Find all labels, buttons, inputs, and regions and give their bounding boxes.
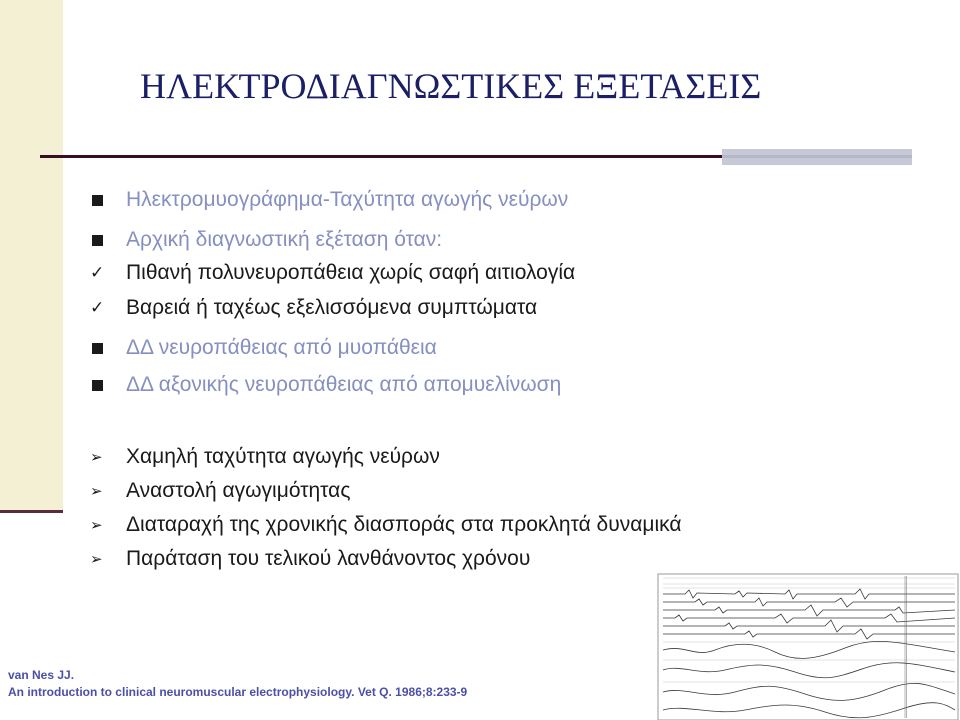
reference-citation xyxy=(8,667,568,701)
square-bullet-icon xyxy=(92,343,103,354)
title-underline-accent xyxy=(722,149,912,165)
bullet-item xyxy=(90,185,790,215)
reference-source: An introduction to clinical neuromuscular electrophysiology. Vet Q. 1986;8:233-9 xyxy=(8,685,468,699)
arrow-bullet-icon: ➢ xyxy=(90,517,103,534)
bullet-text: Βαρειά ή ταχέως εξελισσόμενα συμπτώματα xyxy=(126,296,538,319)
bullet-item xyxy=(90,544,790,574)
reference-author: van Nes JJ. xyxy=(8,668,75,682)
checkmark-bullet-icon: ✓ xyxy=(90,298,105,317)
arrow-bullet-icon: ➢ xyxy=(90,483,103,500)
bullet-text: Παράταση του τελικού λανθάνοντος χρόνου xyxy=(126,547,531,570)
bullet-item xyxy=(90,370,790,400)
square-bullet-icon xyxy=(92,380,103,391)
bullet-item xyxy=(90,293,790,323)
bullet-item xyxy=(90,442,790,472)
square-bullet-icon xyxy=(92,195,103,206)
bullet-item xyxy=(90,225,790,255)
left-decorative-bar xyxy=(0,0,63,513)
bullet-text: Πιθανή πολυνευροπάθεια χωρίς σαφή αιτιολογία xyxy=(126,261,576,284)
bullet-text: Αναστολή αγωγιμότητας xyxy=(126,479,351,502)
emg-traces-image xyxy=(655,572,960,720)
bullet-text: ΔΔ αξονικής νευροπάθειας από απομυελίνωση xyxy=(126,373,562,396)
bullet-text: Αρχική διαγνωστική εξέταση όταν: xyxy=(126,228,443,251)
checkmark-bullet-icon: ✓ xyxy=(90,263,105,282)
bullet-text: ΔΔ νευροπάθειας από μυοπάθεια xyxy=(126,336,437,359)
left-bar-bottom-line xyxy=(0,510,63,513)
slide-title: ΗΛΕΚΤΡΟΔΙΑΓΝΩΣΤΙΚΕΣ ΕΞΕΤΑΣΕΙΣ xyxy=(140,66,762,106)
bullet-item xyxy=(90,476,790,506)
bullet-item xyxy=(90,258,790,288)
bullet-text: Ηλεκτρομυογράφημα-Ταχύτητα αγωγής νεύρων xyxy=(126,188,569,211)
arrow-bullet-icon: ➢ xyxy=(90,551,103,568)
bullet-text: Χαμηλή ταχύτητα αγωγής νεύρων xyxy=(126,445,440,468)
bullet-text: Διαταραχή της χρονικής διασποράς στα προκλητά δυναμικά xyxy=(126,513,682,536)
bullet-item xyxy=(90,510,790,540)
bullet-item xyxy=(90,333,790,363)
square-bullet-icon xyxy=(92,235,103,246)
arrow-bullet-icon: ➢ xyxy=(90,449,103,466)
